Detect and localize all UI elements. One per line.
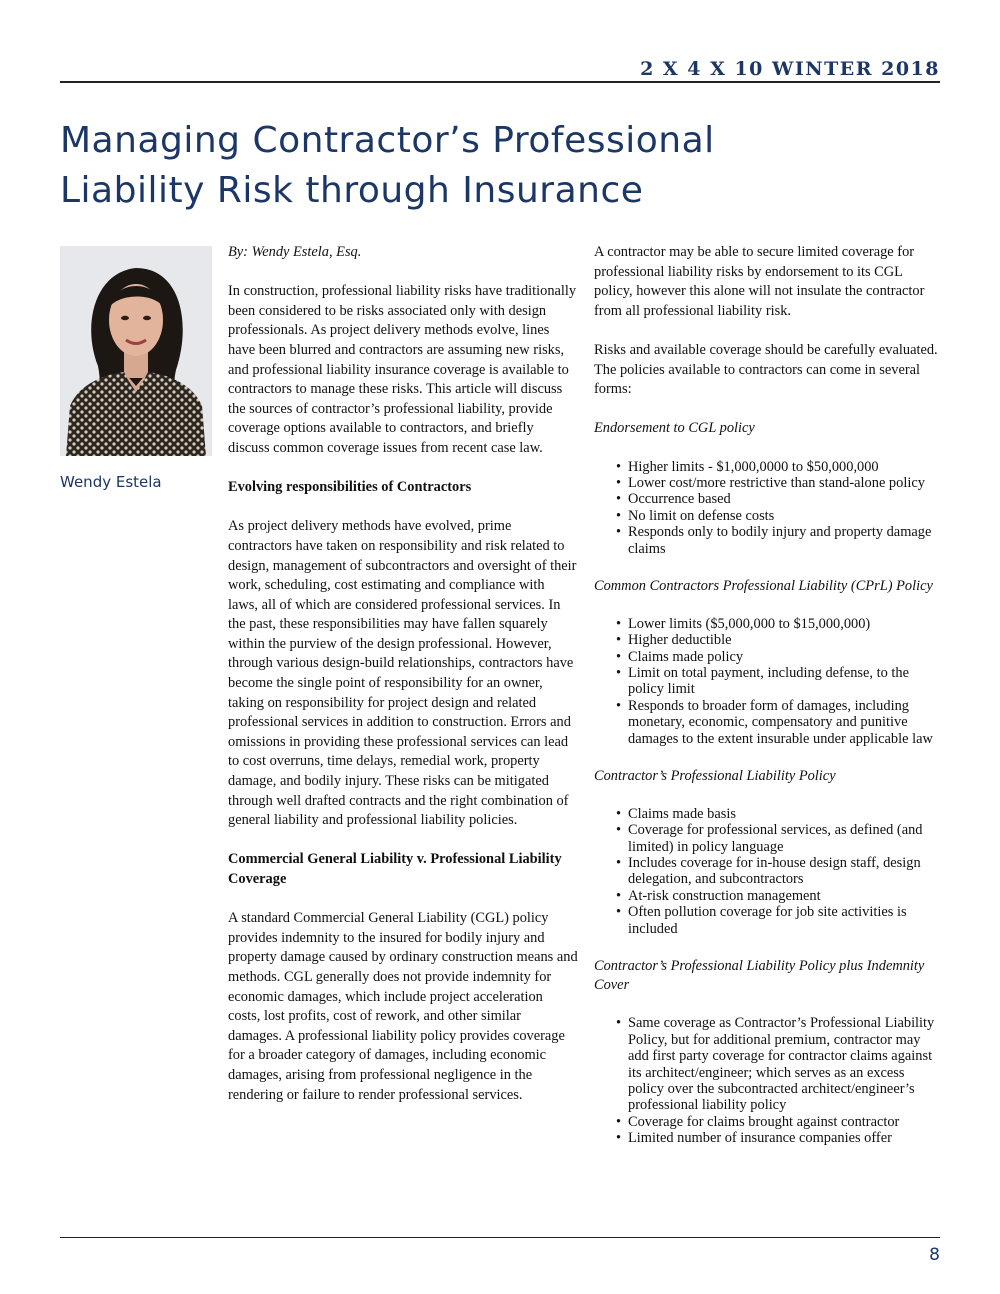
list-item: • Coverage for professional services, as defined (and limited) in policy language bbox=[616, 822, 944, 855]
page-number: 8 bbox=[929, 1245, 940, 1265]
list-item: • Lower limits ($5,000,000 to $15,000,000) bbox=[616, 616, 944, 632]
author-photo bbox=[60, 246, 212, 456]
column-right bbox=[594, 243, 944, 1166]
policy-name: Common Contractors Professional Liability (CPrL) Policy bbox=[594, 577, 933, 594]
list-item: • Occurrence based bbox=[616, 491, 944, 507]
paragraph-risks: Risks and available coverage should be carefully evaluated. The policies available to contractors can come in several forms: bbox=[594, 341, 938, 398]
author-portrait-image bbox=[60, 246, 212, 456]
byline: By: Wendy Estela, Esq. bbox=[228, 244, 362, 260]
list-item: • At-risk construction management bbox=[616, 888, 944, 904]
column-left bbox=[228, 243, 578, 1125]
header-rule bbox=[60, 81, 940, 83]
policy-name: Contractor’s Professional Liability Policy bbox=[594, 767, 836, 784]
footer-rule bbox=[60, 1237, 940, 1238]
section-body-cgl: A standard Commercial General Liability (CGL) policy provides indemnity to the insured for bodily injury and property damage caused by ordinary construction means and methods. CGL generally does not provide indemnity for economic damages, which include project acceleration costs, lost profits, cost of rework, and other similar damages. A professional liability policy provides coverage for a broader category of damages, including economic damages, arising from professional negligence in the rendering or failure to render professional services. bbox=[228, 910, 578, 1103]
list-item: • Includes coverage for in-house design staff, design delegation, and subcontractors bbox=[616, 855, 944, 888]
list-item: • Higher limits - $1,000,0000 to $50,000,000 bbox=[616, 459, 944, 475]
list-item: • Responds only to bodily injury and property damage claims bbox=[616, 524, 944, 557]
policy-features-list bbox=[594, 1015, 944, 1146]
list-item: • Lower cost/more restrictive than stand-alone policy bbox=[616, 475, 944, 491]
section-heading-cgl: Commercial General Liability v. Professional Liability Coverage bbox=[228, 851, 562, 887]
intro-paragraph: In construction, professional liability risks have traditionally been considered to be risks associated only with design professionals. As project delivery methods evolve, lines have been blurred and contractors are assuming new risks, and professional liability insurance coverage is available to contractors to manage these risks. This article will discuss the sources of contractor’s professional liability, provide coverage options available to contractors, and briefly discuss common coverage issues from recent case law. bbox=[228, 283, 577, 456]
list-item: • Same coverage as Contractor’s Professional Liability Policy, but for additional premium, contractor may add first party coverage for contractor claims against its architect/engineer; which serves as an excess policy over the subcontracted architect/engineer’s professional liability policy bbox=[616, 1015, 944, 1113]
list-item: • No limit on defense costs bbox=[616, 508, 944, 524]
photo-caption: Wendy Estela bbox=[60, 473, 162, 491]
policy-features-list bbox=[594, 459, 944, 557]
list-item: • Limit on total payment, including defense, to the policy limit bbox=[616, 665, 944, 698]
list-item: • Coverage for claims brought against contractor bbox=[616, 1114, 944, 1130]
list-item: • Higher deductible bbox=[616, 632, 944, 648]
list-item: • Responds to broader form of damages, including monetary, economic, compensatory and punitive damages to the extent insurable under applicable law bbox=[616, 698, 944, 747]
list-item: • Claims made basis bbox=[616, 806, 944, 822]
policy-features-list bbox=[594, 616, 944, 747]
paragraph-endorsement-intro: A contractor may be able to secure limited coverage for professional liability risks by endorsement to its CGL policy, however this alone will not insulate the contractor from all professional liability risk. bbox=[594, 244, 925, 319]
title-line-1: Managing Contractor’s Professional bbox=[60, 120, 715, 161]
section-body-evolving: As project delivery methods have evolved, prime contractors have taken on responsibility and risk related to design, management of subcontractors and oversight of their work, scheduling, cost estimating and compliance with laws, all of which are considered professional services. In the past, these responsibilities may have fallen squarely within the purview of the design professional. However, through various design-build relationships, contractors have become the single point of responsibility for an owner, taking on responsibility for project design and related professional services in addition to construction. Errors and omissions in providing these professional services can lead to cost overruns, time delays, remedial work, property damage, and bodily injury. These risks can be mitigated through well drafted contracts and the right combination of general liability and professional liability policies. bbox=[228, 518, 577, 829]
policy-name: Contractor’s Professional Liability Policy plus Indemnity Cover bbox=[594, 957, 925, 994]
policy-features-list bbox=[594, 806, 944, 937]
list-item: • Limited number of insurance companies offer bbox=[616, 1130, 944, 1146]
title-line-2: Liability Risk through Insurance bbox=[60, 170, 644, 211]
section-heading-evolving: Evolving responsibilities of Contractors bbox=[228, 479, 472, 496]
article-title bbox=[60, 116, 920, 216]
list-item: • Often pollution coverage for job site activities is included bbox=[616, 904, 944, 937]
policy-name: Endorsement to CGL policy bbox=[594, 420, 755, 437]
list-item: • Claims made policy bbox=[616, 649, 944, 665]
issue-header: 2 X 4 X 10 WINTER 2018 bbox=[640, 58, 940, 80]
